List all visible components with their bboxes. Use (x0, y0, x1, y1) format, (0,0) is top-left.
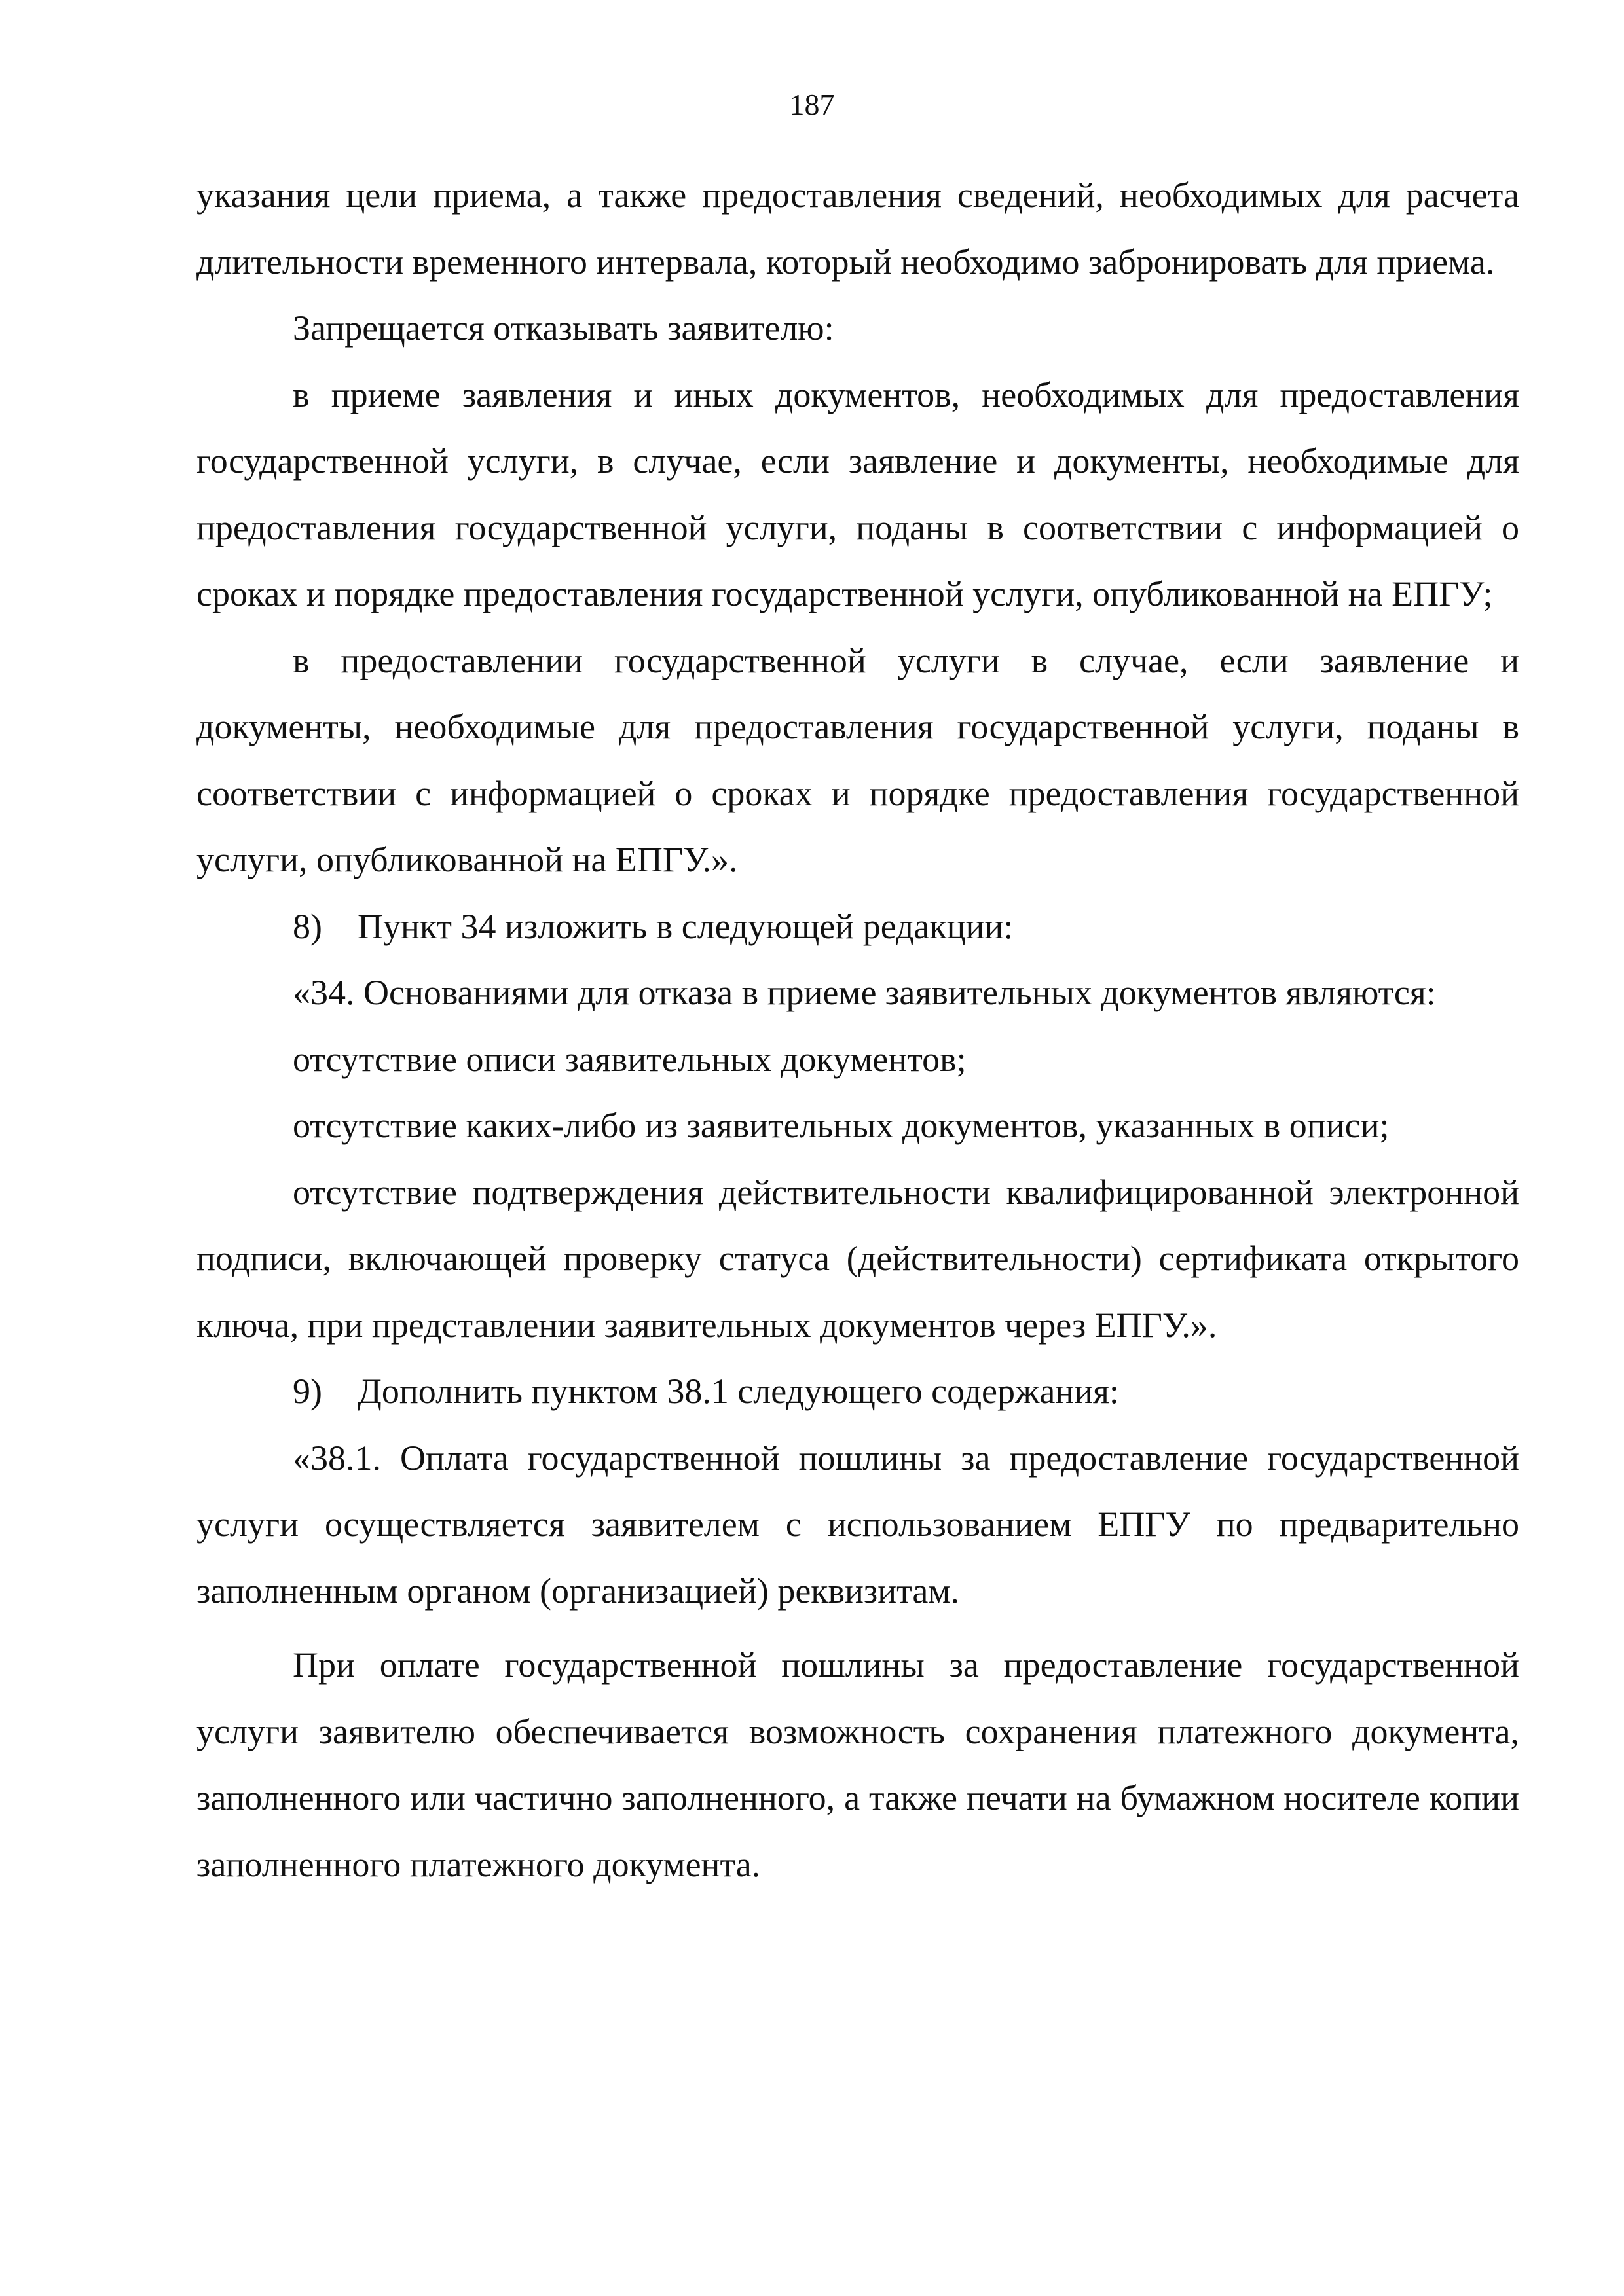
paragraph-refusal-acceptance: в приеме заявления и иных документов, необходимых для предоставления государственной услуги, в случае, если заявление и документы, необходимые для предоставления государственной услуги, поданы в соответствии с информацией о сроках и порядке предоставления государственной услуги, опубликованной на ЕПГУ; (196, 374, 1519, 613)
paragraph-missing-signature-check: отсутствие подтверждения действительности квалифицированной электронной подписи, включающей проверку статуса (действительности) сертификата открытого ключа, при представлении заявительных документов через ЕПГУ.». (196, 1172, 1519, 1345)
paragraph-clause-38-1: «38.1. Оплата государственной пошлины за предоставление государственной услуги осуществляется заявителем с использованием ЕПГУ по предварительно заполненным органом (организацией) реквизитам. (196, 1438, 1519, 1611)
page-number: 187 (789, 88, 835, 121)
paragraph-booking-purpose: указания цели приема, а также предоставления сведений, необходимых для расчета длительности временного интервала, который необходимо забронировать для приема. (196, 175, 1519, 282)
paragraph-item-8: 8) Пункт 34 изложить в следующей редакции: (293, 906, 1014, 946)
paragraph-refusal-prohibited: Запрещается отказывать заявителю: (293, 308, 834, 348)
paragraph-missing-inventory: отсутствие описи заявительных документов; (293, 1039, 967, 1079)
paragraph-missing-documents: отсутствие каких-либо из заявительных документов, указанных в описи; (293, 1106, 1390, 1145)
body-text (196, 162, 1519, 1898)
paragraph-refusal-provision: в предоставлении государственной услуги в случае, если заявление и документы, необходимые для предоставления государственной услуги, поданы в соответствии с информацией о сроках и порядке предоставления государственной услуги, опубликованной на ЕПГУ.». (196, 640, 1519, 879)
paragraph-item-9: 9) Дополнить пунктом 38.1 следующего содержания: (293, 1372, 1119, 1411)
paragraph-payment-document: При оплате государственной пошлины за предоставление государственной услуги заявителю обеспечивается возможность сохранения платежного документа, заполненного или частично заполненного, а также печати на бумажном носителе копии заполненного платежного документа. (196, 1645, 1519, 1884)
paragraph-clause-34: «34. Основаниями для отказа в приеме заявительных документов являются: (293, 973, 1436, 1012)
